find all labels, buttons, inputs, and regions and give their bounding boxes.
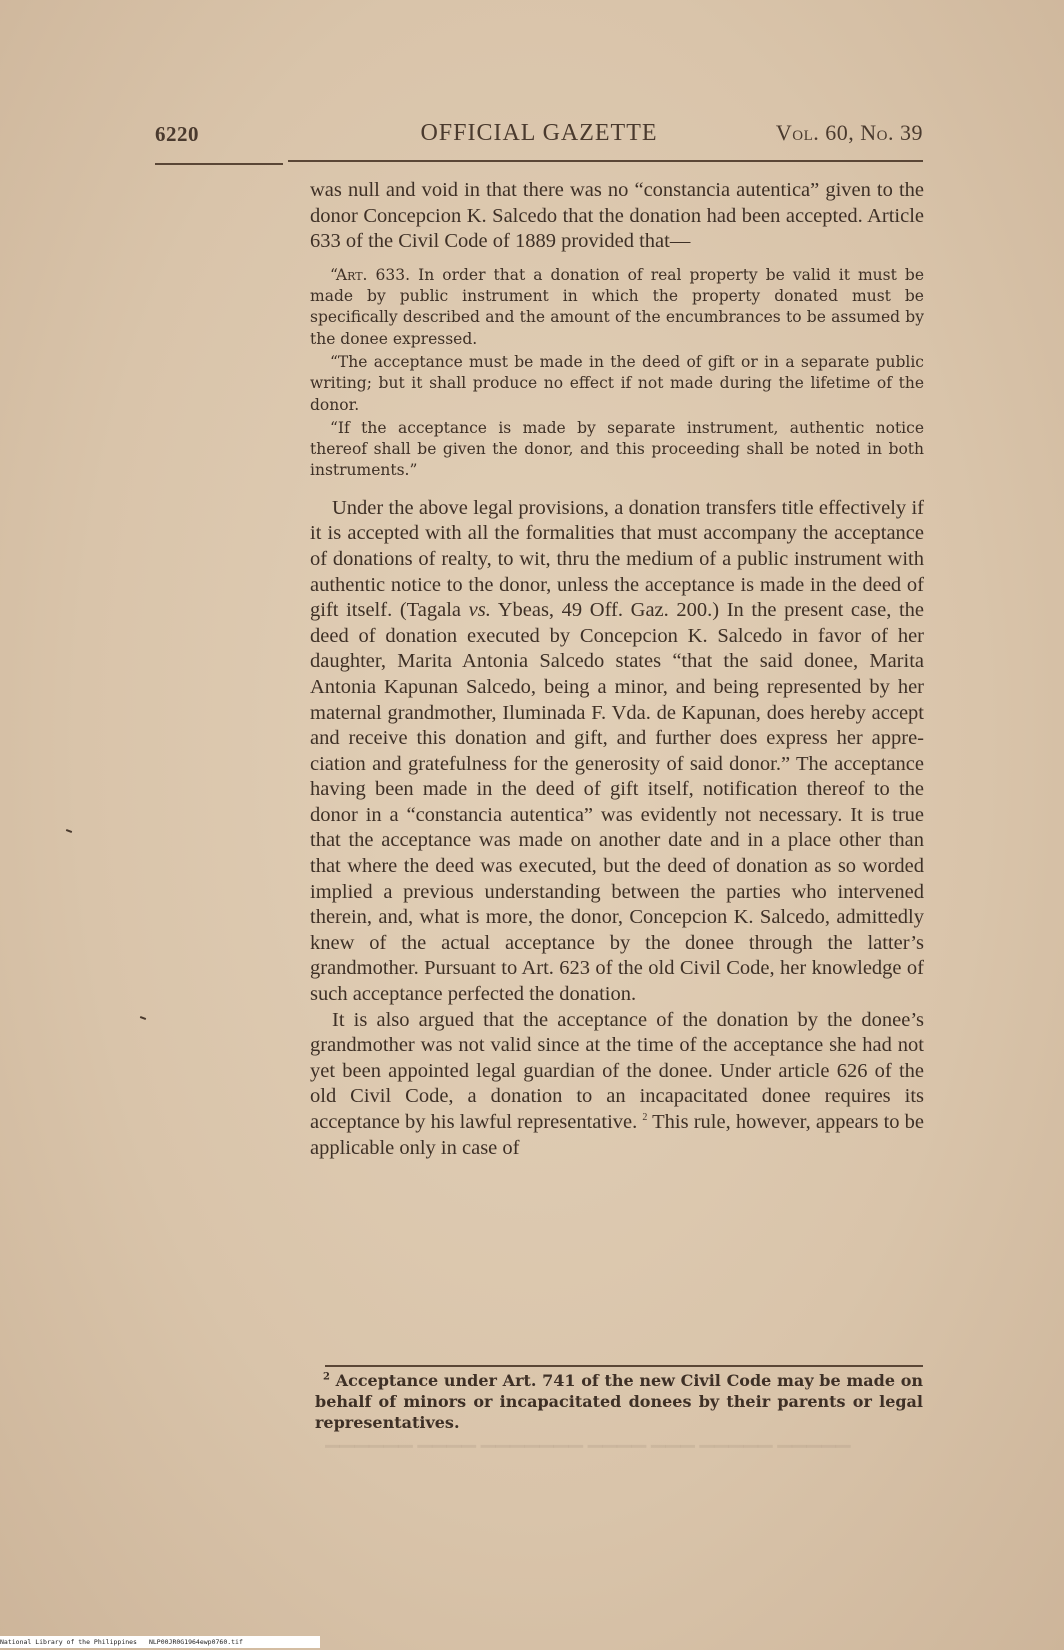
body-paragraph-3-part-b: This rule, however, appears to be applicable only in case of (310, 1111, 925, 1159)
publication-title: OFFICIAL GAZETTE (420, 120, 658, 146)
bleed-through-shadow: ▁▁▁▁▁▁ ▁▁▁▁ ▁▁▁▁▁▁▁ ▁▁▁▁ ▁▁▁ ▁▁▁▁▁ ▁▁▁▁▁ (325, 1427, 851, 1448)
issue-number: 39 (900, 120, 923, 145)
article-label: “Art. (330, 265, 368, 284)
page-header (155, 120, 923, 150)
header-rule-left (155, 163, 283, 165)
footnote-reference: 2 (642, 1112, 648, 1124)
page-number: 6220 (155, 122, 199, 146)
body-paragraph-2 (310, 496, 924, 1008)
quote-paragraph-2: “The acceptance must be made in the deed of gift or in a separate public writing; but it shall produce no effect if not made during the lifetime of the donor. (310, 352, 924, 414)
library-name: National Library of the Philippines (0, 1638, 137, 1646)
volume-issue (776, 120, 923, 146)
quote-paragraph-1-text: 633. In order that a donation of real property be valid it must be made by public instrument in which the property donated must be specifically described and the amount of the encumbrances to be assumed by the donee expressed. (310, 265, 924, 348)
text-column (310, 178, 924, 1161)
quoted-article (310, 265, 924, 482)
body-paragraph-2-part-a: Under the above legal provisions, a donation transfers title effectively if it is accepted with all the formalities that must accompany the acceptance of donations of realty, to wit, thru the medium of a public instrument with authentic notice to the donor, unless the acceptance is made in the deed of gift itself. (Tagala (310, 496, 924, 622)
body-paragraph-3 (310, 1008, 924, 1162)
opening-paragraph: was null and void in that there was no “constancia autentica” given to the donor Concepcion K. Salcedo that the donation had been accepted. Article 633 of the Civil Code of 1889 provided that— (310, 179, 924, 253)
header-rule-right (288, 160, 923, 162)
quote-paragraph-3: “If the acceptance is made by separate instrument, authentic notice thereof shall be given the donor, and this proceeding shall be noted in both instruments.” (310, 418, 924, 480)
footnote-text: Acceptance under Art. 741 of the new Civil Code may be made on behalf of minors or incapacitated donees by their parents or legal representatives. (315, 1371, 923, 1432)
footnote-marker: 2 (323, 1371, 330, 1383)
footnote (315, 1370, 923, 1433)
footnote-rule (325, 1365, 923, 1367)
body-paragraph-2-part-b: Ybeas, 49 Off. Gaz. 200.) In the present case, the deed of donation executed by Concepcion K. Salcedo in favor of her daughter, Marita Antonia Salcedo states “that the said donee, Marita Antonia Kapunan Salcedo, being a minor, and being represented by her maternal grandmother, Iluminada F. Vda. de Kapunan, does hereby accept and receive this donation and gift, and further does express her appreciation and gratefulness for the generosity of said donor.” The acceptance having been made in the deed of gift itself, notification thereof to the donor in a “constancia autentica” was evidently not necessary. It is true that the acceptance was made on another date and in a place other than that where the deed was executed, but the deed of donation as so worded implied a previous understanding between the parties who intervened therein, and, what is more, the donor, Concepcion K. Salcedo, admittedly knew of the actual acceptance by the donee through the latter’s grandmother. Pursuant to Art. 623 of the old Civil Code, her knowledge of such acceptance perfected the donation. (310, 599, 924, 1006)
scan-file-id: NLP00JR0G1964ewp0760.tif (148, 1638, 243, 1646)
versus-abbreviation: vs. (468, 599, 491, 622)
volume-label: Vol. (775, 120, 820, 145)
volume-number: 60, (825, 120, 855, 145)
quote-paragraph-1 (310, 265, 924, 350)
scan-footer-stamp (0, 1636, 320, 1648)
issue-label: No. (860, 120, 894, 145)
body-paragraph-3-part-a: It is also argued that the acceptance of the donation by the donee’s grandmother was not valid since at the time of the acceptance she had not yet been appointed legal guardian of the donee. Under article 626 of the old Civil Code, a donation to an incapacitated donee requires its acceptance by his lawful representative. (310, 1008, 924, 1133)
